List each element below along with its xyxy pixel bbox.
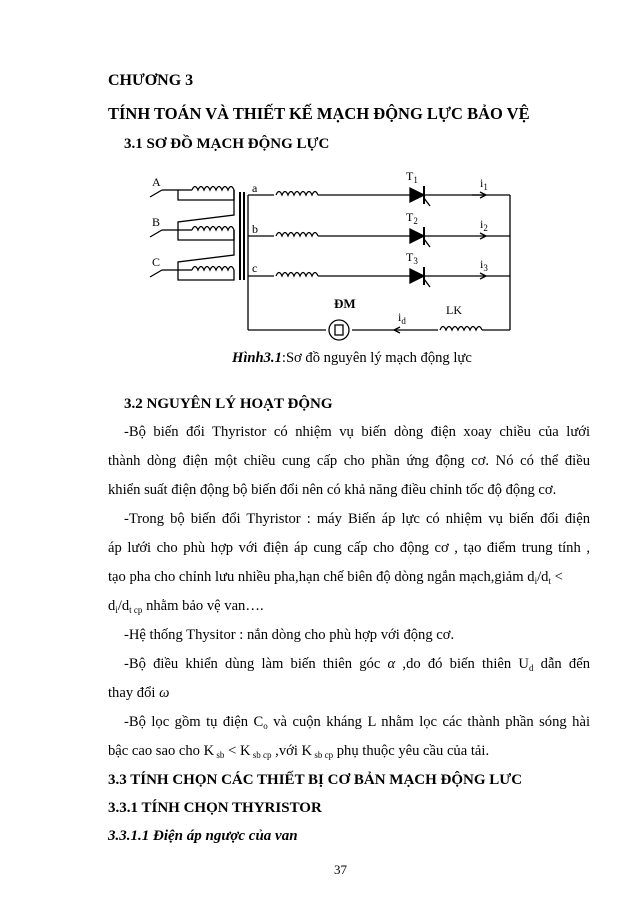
label-sec-b: b [252, 222, 258, 236]
phase-c-line [150, 270, 178, 277]
label-id: $i_d$ [398, 310, 406, 326]
p4-line2: thay đổi ω [108, 685, 170, 701]
label-t1: $T_1$ [406, 169, 418, 185]
label-sec-a: a [252, 181, 258, 195]
thyristor-t3 [410, 267, 430, 287]
label-i2: $i_2$ [480, 217, 488, 233]
secondary-winding-b [276, 233, 318, 237]
label-lk: LK [446, 303, 462, 317]
chapter-heading: CHƯƠNG 3 [108, 72, 194, 89]
chapter-title: TÍNH TOÁN VÀ THIẾT KẾ MẠCH ĐỘNG LỰC BẢO VỆ [108, 104, 530, 123]
p4-line1: -Bộ điều khiển dùng làm biến thiên góc α ,do đó biến thiên $U_d$ dẫn đến [124, 656, 590, 673]
primary-winding-a [192, 187, 234, 191]
p2-line1: -Trong bộ biến đổi Thyristor : máy Biến áp lực có nhiệm vụ biến đổi điện [124, 511, 590, 527]
label-sec-c: c [252, 261, 258, 275]
label-i1: $i_1$ [480, 176, 488, 192]
p2-line3: tạo pha cho chỉnh lưu nhiều pha,hạn chế biên độ dòng ngắn mạch,giảm $d_i/d_t$ < [108, 569, 563, 586]
primary-winding-c [192, 267, 234, 271]
label-phase-a: A [152, 175, 161, 189]
phase-a-line [150, 190, 178, 197]
p5-line1: -Bộ lọc gồm tụ điện $C_o$ và cuộn kháng L nhằm lọc các thành phần sóng hài [124, 714, 591, 731]
primary-winding-b [192, 227, 234, 231]
label-phase-b: B [152, 215, 161, 229]
primary-star-c [178, 270, 234, 280]
p2-line4: $d_i/d_{t cp}$ nhằm bảo vệ van…. [108, 598, 264, 615]
p2-line2: áp lưới cho phù hợp với điện áp cung cấp cho động cơ , tạo điểm trung tính , [108, 540, 590, 556]
smoothing-inductor [440, 327, 482, 331]
label-motor: ĐM [334, 296, 356, 311]
p5-line2: bậc cao sao cho K $_{sb}$ < K $_{sb cp}$ ,với K $_{sb cp}$ phụ thuộc yêu cầu của tải. [108, 743, 490, 760]
label-t2: $T_2$ [406, 210, 418, 226]
label-i3: $i_3$ [480, 257, 488, 273]
secondary-winding-c [276, 273, 318, 277]
section-3-2-heading: 3.2 NGUYÊN LÝ HOẠT ĐỘNG [124, 396, 333, 412]
section-3-1-heading: 3.1 SƠ ĐỒ MẠCH ĐỘNG LỰC [124, 136, 330, 152]
secondary-winding-a [276, 192, 318, 196]
p1-line1: -Bộ biến đổi Thyristor có nhiệm vụ biến dòng điện xoay chiều của lưới [124, 424, 590, 440]
section-3-3-heading: 3.3 TÍNH CHỌN CÁC THIẾT BỊ CƠ BẢN MẠCH ĐỘNG LƯC [108, 772, 523, 788]
page-number: 37 [334, 862, 347, 877]
label-phase-c: C [152, 255, 161, 269]
section-3-3-1-1-heading: 3.3.1.1 Điện áp ngược của van [108, 828, 298, 844]
section-3-3-1-heading: 3.3.1 TÍNH CHỌN THYRISTOR [108, 800, 322, 816]
figure-caption: Hình3.1:Sơ đồ nguyên lý mạch động lực [232, 350, 472, 366]
phase-b-line [150, 230, 178, 237]
thyristor-t1 [410, 186, 430, 206]
p3-line: -Hệ thống Thysitor : nắn dòng cho phù hợp với động cơ. [124, 627, 455, 643]
thyristor-t2 [410, 227, 430, 247]
primary-star-a [178, 190, 234, 200]
primary-star-b [178, 230, 234, 240]
label-t3: $T_3$ [406, 250, 418, 266]
p1-line3: khiển suất điện động bộ biến đổi nên có khả năng điều chỉnh tốc độ động cơ. [108, 482, 557, 498]
p1-line2: thành dòng điện một chiều cung cấp cho phần ứng động cơ. Nó có thể điều [108, 453, 590, 469]
